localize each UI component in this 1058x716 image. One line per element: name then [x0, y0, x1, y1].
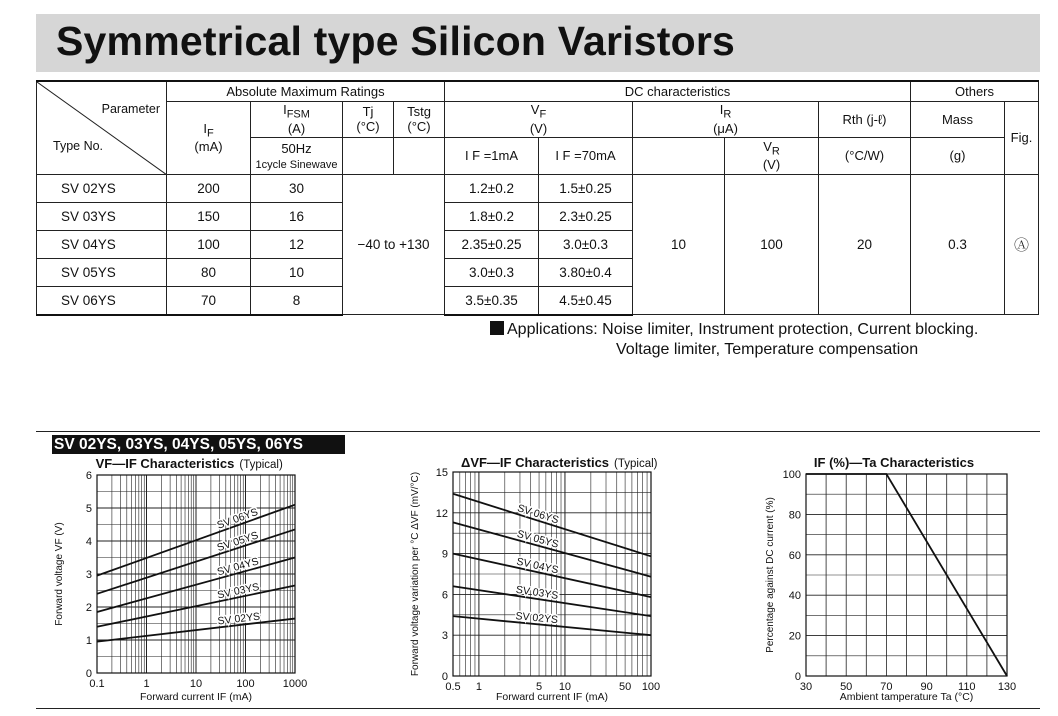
applications-note: [490, 320, 978, 360]
x-tick-label: 10: [189, 678, 203, 690]
x-tick-label: 70: [880, 681, 893, 693]
vf2-cell: 3.80±0.4: [539, 258, 633, 286]
y-tick-label: 3: [441, 630, 448, 643]
y-tick-label: 12: [435, 507, 448, 520]
y-axis-label: Forward voltage variation per °C ΔVF (mV/°C): [410, 471, 421, 677]
if-cell: 150: [167, 202, 251, 230]
vf1-cell: 3.0±0.3: [445, 258, 539, 286]
ifsm-cell: 16: [251, 202, 343, 230]
vf-col2-header: I F =70mA: [539, 137, 633, 174]
dc-group-header: DC characteristics: [445, 81, 911, 101]
vr-header: $V_R$ (V): [725, 137, 819, 174]
chart-title: ΔVF—IF Characteristics: [460, 455, 610, 470]
y-tick-label: 80: [788, 509, 801, 522]
if-cell: 200: [167, 174, 251, 202]
mass-unit: (g): [911, 137, 1005, 174]
tj-sub-empty: [343, 137, 394, 174]
vr-cell: 100: [725, 174, 819, 315]
table-row: [37, 174, 1039, 202]
bottom-divider: [36, 708, 1040, 709]
vf1-cell: 2.35±0.25: [445, 230, 539, 258]
y-tick-label: 1: [85, 635, 92, 647]
x-tick-label: 130: [997, 681, 1017, 693]
applications-line1: Noise limiter, Instrument protection, Current blocking.: [602, 321, 979, 338]
series-label: SV 02YS: [514, 610, 559, 627]
rth-cell: 20: [819, 174, 911, 315]
ifsm-cell: 30: [251, 174, 343, 202]
applications-line2: Voltage limiter, Temperature compensation: [616, 341, 919, 358]
vf1-cell: 3.5±0.35: [445, 286, 539, 315]
x-tick-label: 100: [641, 681, 661, 693]
type-cell: SV 02YS: [37, 174, 167, 202]
chart-title-note: (Typical): [239, 459, 283, 471]
tstg-sub-empty: [394, 137, 445, 174]
y-tick-label: 0: [441, 671, 448, 683]
rth-header: Rth (j-ℓ): [819, 101, 911, 137]
y-tick-label: 3: [85, 569, 92, 581]
series-label: SV 05YS: [215, 529, 260, 555]
ifsm-cell: 8: [251, 286, 343, 315]
x-tick-label: 0.5: [445, 681, 461, 693]
vf2-cell: 3.0±0.3: [539, 230, 633, 258]
y-tick-label: 60: [788, 549, 801, 562]
ifsm-cell: 12: [251, 230, 343, 258]
x-tick-label: 1: [475, 681, 482, 693]
y-axis-label: Forward voltage VF (V): [54, 522, 65, 626]
type-cell: SV 04YS: [37, 230, 167, 258]
chart-title: VF—IF Characteristics: [95, 456, 235, 471]
if-header: $I_F$ (mA): [167, 101, 251, 174]
if-ta-chart: [700, 450, 1040, 708]
x-axis-label: Forward current IF (mA): [139, 691, 253, 703]
y-tick-label: 0: [85, 668, 92, 680]
x-axis-label: Ambient tamperature Ta (°C): [839, 691, 974, 703]
ifsm-cell: 10: [251, 258, 343, 286]
fig-cell: Ⓐ: [1005, 174, 1039, 315]
vf2-cell: 2.3±0.25: [539, 202, 633, 230]
y-tick-label: 0: [794, 671, 801, 683]
y-tick-label: 6: [85, 470, 92, 482]
if-cell: 70: [167, 286, 251, 315]
series-label: SV 02YS: [217, 610, 261, 628]
type-no-label: Type No.: [53, 139, 104, 153]
x-tick-label: 1: [143, 678, 150, 690]
square-bullet-icon: [490, 321, 504, 335]
vf1-cell: 1.8±0.2: [445, 202, 539, 230]
rth-unit: (°C/W): [819, 137, 911, 174]
x-axis-label: Forward current IF (mA): [495, 691, 609, 703]
parameter-label: Parameter: [101, 102, 160, 116]
x-tick-label: 50: [618, 681, 632, 693]
x-tick-label: 100: [236, 678, 255, 690]
mass-header: Mass: [911, 101, 1005, 137]
diagonal-line: [37, 82, 167, 174]
ir-header: $I_R$ (μA): [633, 101, 819, 137]
amr-group-header: Absolute Maximum Ratings: [167, 81, 445, 101]
x-tick-label: 10: [558, 681, 572, 693]
vf-if-chart: [0, 455, 360, 708]
vf-header: $V_F$ (V): [445, 101, 633, 137]
series-label: SV 03YS: [216, 581, 261, 602]
series-label: SV 04YS: [215, 555, 261, 579]
x-tick-label: 110: [958, 681, 976, 693]
y-tick-label: 15: [435, 467, 448, 479]
y-tick-label: 5: [85, 503, 92, 515]
title-bar: [36, 14, 1040, 72]
section-divider: [36, 431, 1040, 432]
ifsm-header: $I_{FSM}$ (A): [251, 101, 343, 137]
x-tick-label: 1000: [282, 678, 308, 690]
type-cell: SV 03YS: [37, 202, 167, 230]
vf1-cell: 1.2±0.2: [445, 174, 539, 202]
applications-label: Applications:: [507, 321, 598, 338]
type-cell: SV 05YS: [37, 258, 167, 286]
x-tick-label: 0.1: [89, 678, 105, 690]
type-cell: SV 06YS: [37, 286, 167, 315]
ifsm-condition: 50Hz 1cycle Sinewave: [251, 137, 343, 174]
vf2-cell: 4.5±0.45: [539, 286, 633, 315]
spec-table: [36, 80, 1039, 316]
others-group-header: Others: [911, 81, 1039, 101]
mass-cell: 0.3: [911, 174, 1005, 315]
y-tick-label: 2: [85, 602, 92, 614]
param-header-cell: [37, 81, 167, 174]
y-tick-label: 40: [788, 590, 801, 603]
if-cell: 80: [167, 258, 251, 286]
series-label: SV 06YS: [515, 502, 561, 527]
chart-title: IF (%)—Ta Characteristics: [813, 455, 975, 470]
x-tick-label: 90: [920, 681, 933, 693]
series-label: SV 03YS: [515, 583, 560, 602]
tstg-header: Tstg (°C): [394, 101, 445, 137]
series-banner: SV 02YS, 03YS, 04YS, 05YS, 06YS: [52, 435, 345, 454]
tj-header: Tj (°C): [343, 101, 394, 137]
y-tick-label: 20: [788, 630, 801, 643]
ir-sub-empty: [633, 137, 725, 174]
y-tick-label: 6: [441, 589, 448, 602]
y-tick-label: 9: [441, 548, 448, 561]
series-label: SV 05YS: [515, 527, 560, 551]
vf2-cell: 1.5±0.25: [539, 174, 633, 202]
tj-tstg-cell: −40 to +130: [343, 174, 445, 315]
page-title: Symmetrical type Silicon Varistors: [56, 18, 736, 64]
y-axis-label: Percentage against DC current (%): [765, 497, 776, 653]
y-tick-label: 4: [85, 536, 92, 548]
vf-col1-header: I F =1mA: [445, 137, 539, 174]
if-cell: 100: [167, 230, 251, 258]
ir-cell: 10: [633, 174, 725, 315]
x-tick-label: 50: [840, 681, 853, 693]
dvf-if-chart: [360, 450, 700, 708]
x-tick-label: 30: [799, 681, 813, 693]
chart-title-note: (Typical): [614, 458, 658, 470]
series-label: SV 06YS: [215, 506, 260, 532]
y-tick-label: 100: [782, 469, 801, 481]
fig-header: Fig.: [1005, 101, 1039, 174]
x-tick-label: 5: [535, 681, 543, 693]
series-label: SV 04YS: [515, 555, 560, 577]
